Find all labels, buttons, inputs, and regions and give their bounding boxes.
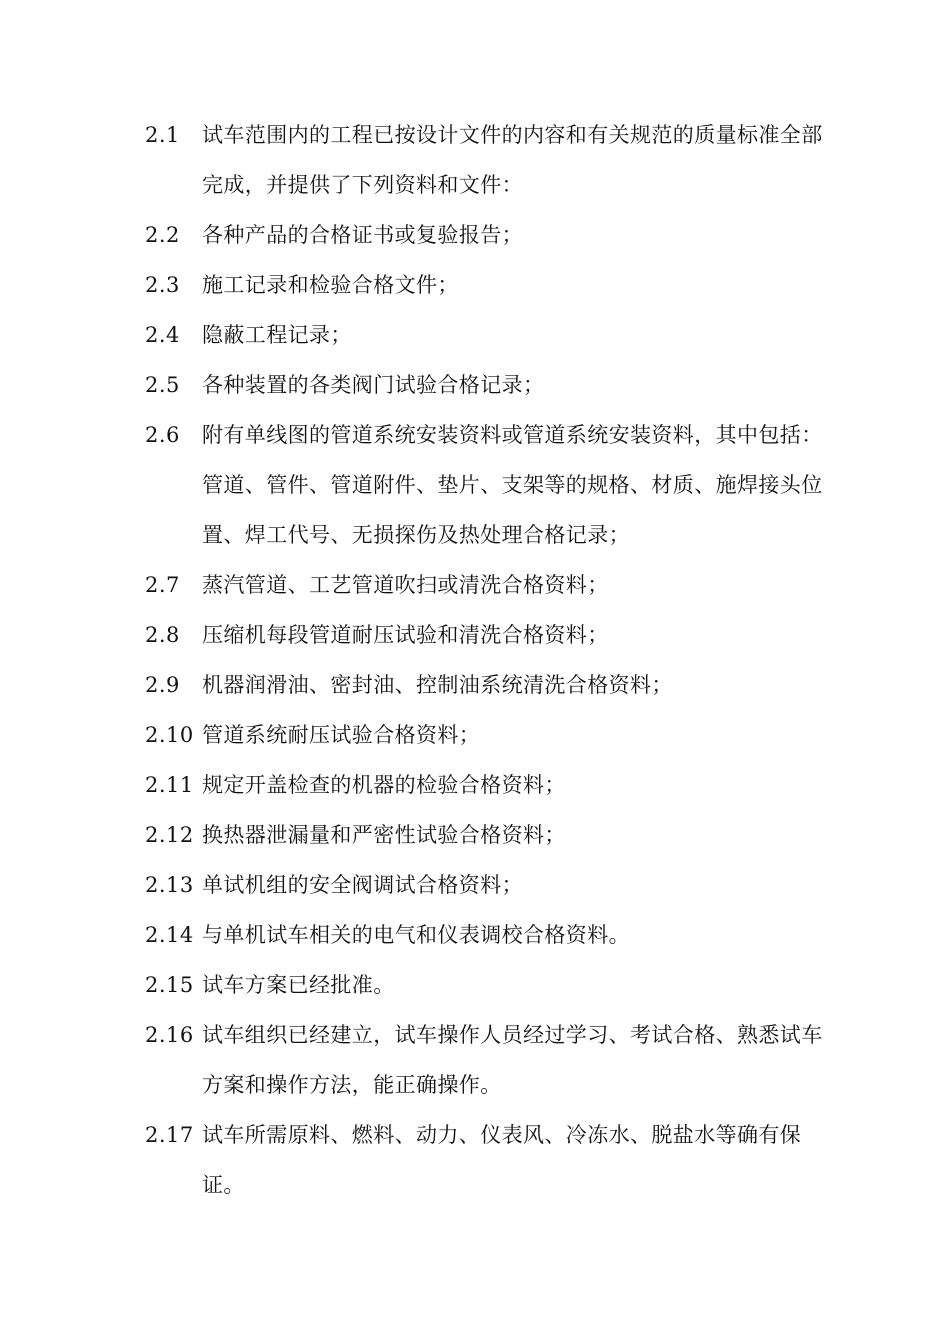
item-text: 施工记录和检验合格文件； bbox=[202, 273, 459, 297]
item-number: 2.17 bbox=[145, 1123, 194, 1147]
list-item bbox=[145, 1010, 825, 1110]
list-item bbox=[145, 860, 825, 910]
item-text: 与单机试车相关的电气和仪表调校合格资料。 bbox=[202, 923, 630, 947]
item-number: 2.1 bbox=[145, 123, 180, 147]
list-item bbox=[145, 610, 825, 660]
list-item bbox=[145, 660, 825, 710]
list-item bbox=[145, 710, 825, 760]
item-text: 规定开盖检查的机器的检验合格资料； bbox=[202, 773, 566, 797]
item-text: 附有单线图的管道系统安装资料或管道系统安装资料，其中包括：管道、管件、管道附件、垫片、支架等的规格、材质、施焊接头位置、焊工代号、无损探伤及热处理合格记录； bbox=[202, 423, 823, 547]
list-item bbox=[145, 260, 825, 310]
numbered-list bbox=[145, 110, 825, 1210]
item-number: 2.2 bbox=[145, 223, 180, 247]
item-text: 试车所需原料、燃料、动力、仪表风、冷冻水、脱盐水等确有保证。 bbox=[202, 1123, 802, 1197]
item-number: 2.11 bbox=[145, 773, 194, 797]
item-text: 换热器泄漏量和严密性试验合格资料； bbox=[202, 823, 566, 847]
item-number: 2.9 bbox=[145, 673, 180, 697]
item-number: 2.14 bbox=[145, 923, 194, 947]
item-number: 2.10 bbox=[145, 723, 194, 747]
item-number: 2.8 bbox=[145, 623, 180, 647]
item-text: 隐蔽工程记录； bbox=[202, 323, 352, 347]
item-number: 2.12 bbox=[145, 823, 194, 847]
item-number: 2.4 bbox=[145, 323, 180, 347]
item-number: 2.5 bbox=[145, 373, 180, 397]
item-text: 管道系统耐压试验合格资料； bbox=[202, 723, 481, 747]
item-text: 压缩机每段管道耐压试验和清洗合格资料； bbox=[202, 623, 609, 647]
item-text: 试车方案已经批准。 bbox=[202, 973, 395, 997]
item-text: 蒸汽管道、工艺管道吹扫或清洗合格资料； bbox=[202, 573, 609, 597]
list-item bbox=[145, 410, 825, 560]
list-item bbox=[145, 210, 825, 260]
item-number: 2.16 bbox=[145, 1023, 194, 1047]
item-text: 试车范围内的工程已按设计文件的内容和有关规范的质量标准全部完成，并提供了下列资料和文件： bbox=[202, 123, 823, 197]
list-item bbox=[145, 110, 825, 210]
list-item bbox=[145, 960, 825, 1010]
list-item bbox=[145, 810, 825, 860]
item-number: 2.3 bbox=[145, 273, 180, 297]
item-text: 各种产品的合格证书或复验报告； bbox=[202, 223, 523, 247]
item-text: 单试机组的安全阀调试合格资料； bbox=[202, 873, 523, 897]
item-number: 2.15 bbox=[145, 973, 194, 997]
item-text: 机器润滑油、密封油、控制油系统清洗合格资料； bbox=[202, 673, 673, 697]
list-item bbox=[145, 910, 825, 960]
item-number: 2.6 bbox=[145, 423, 180, 447]
list-item bbox=[145, 310, 825, 360]
item-text: 各种装置的各类阀门试验合格记录； bbox=[202, 373, 545, 397]
list-item bbox=[145, 560, 825, 610]
item-number: 2.13 bbox=[145, 873, 194, 897]
item-number: 2.7 bbox=[145, 573, 180, 597]
item-text: 试车组织已经建立，试车操作人员经过学习、考试合格、熟悉试车方案和操作方法，能正确操作。 bbox=[202, 1023, 823, 1097]
list-item bbox=[145, 760, 825, 810]
list-item bbox=[145, 360, 825, 410]
list-item bbox=[145, 1110, 825, 1210]
